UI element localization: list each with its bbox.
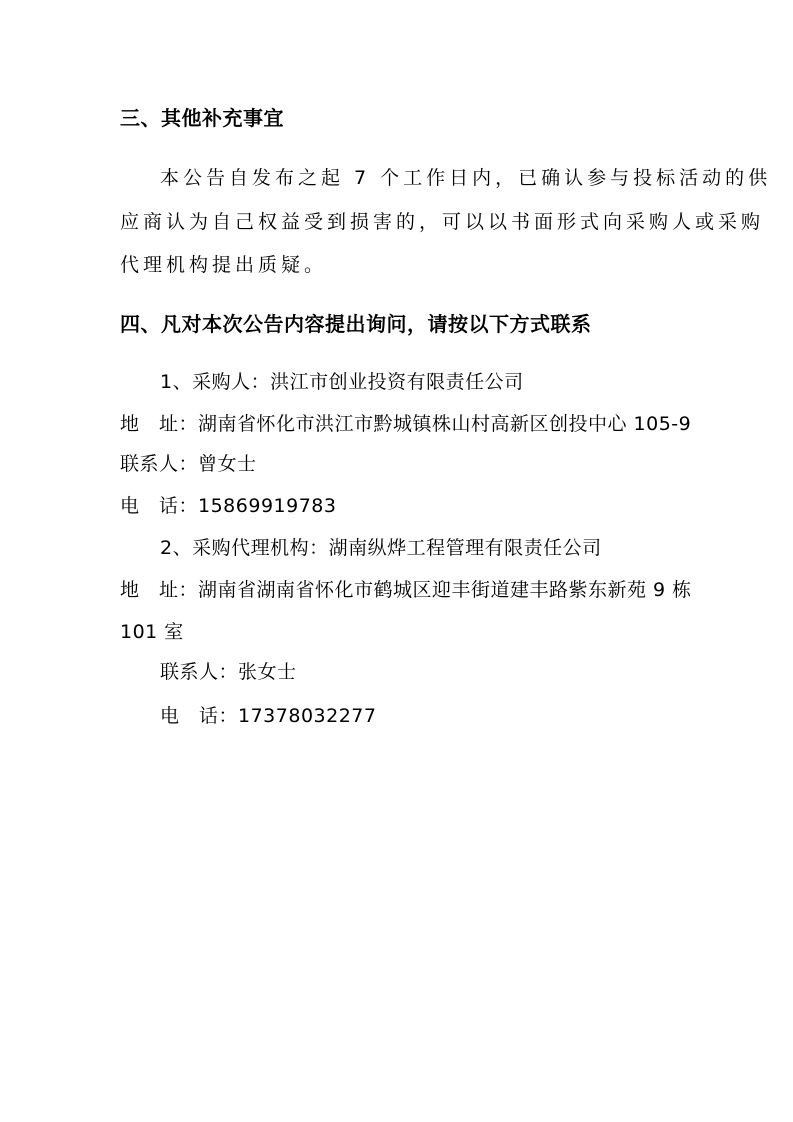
section-3-paragraph-line-3: 代理机构提出质疑。 <box>120 254 328 276</box>
section-3-paragraph-line-1: 本公告自发布之起 7 个工作日内，已确认参与投标活动的供 <box>160 167 772 189</box>
buyer-phone: 电 话：15869919783 <box>120 495 337 517</box>
agency-contact: 联系人：张女士 <box>160 661 297 683</box>
agency-address-line-1: 地 址：湖南省湖南省怀化市鹤城区迎丰街道建丰路紫东新苑 9 栋 <box>120 579 692 601</box>
section-3-heading: 三、其他补充事宜 <box>120 106 284 130</box>
buyer-title: 1、采购人：洪江市创业投资有限责任公司 <box>160 371 524 393</box>
section-3-paragraph-line-2: 应商认为自己权益受到损害的，可以以书面形式向采购人或采购 <box>120 211 765 233</box>
section-4-heading: 四、凡对本次公告内容提出询问，请按以下方式联系 <box>120 312 592 336</box>
agency-title: 2、采购代理机构：湖南纵烨工程管理有限责任公司 <box>160 537 602 559</box>
buyer-address: 地 址：湖南省怀化市洪江市黔城镇株山村高新区创投中心 105-9 <box>120 413 692 435</box>
agency-address-line-2: 101 室 <box>120 621 184 643</box>
agency-phone: 电 话：17378032277 <box>160 705 377 727</box>
buyer-contact: 联系人：曾女士 <box>120 453 257 475</box>
